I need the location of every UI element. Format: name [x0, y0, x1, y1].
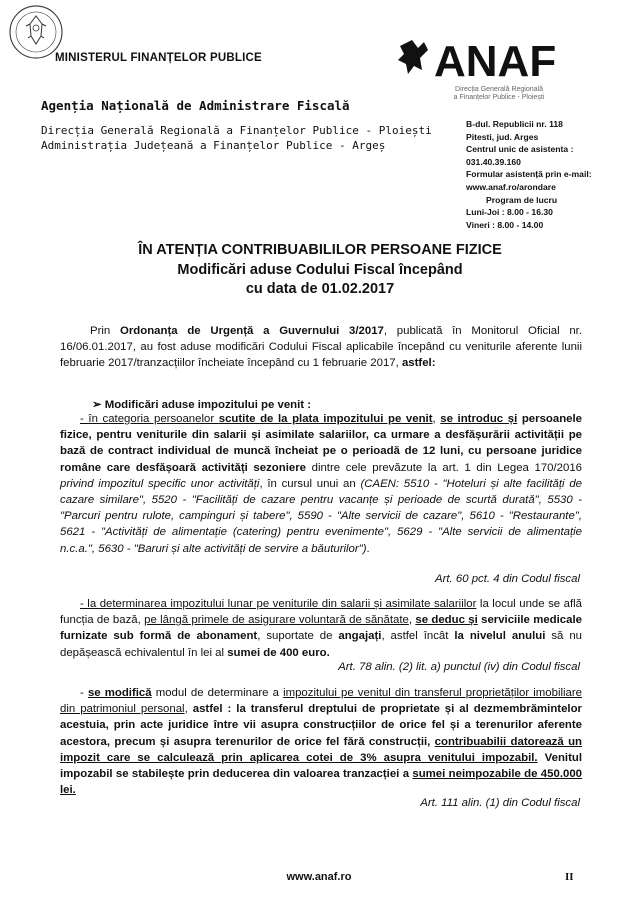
p4-suma: sumei neimpozabile de 450.000 lei. [60, 768, 582, 797]
p3-servicii: serviciile medicale furnizate sub formă de abonament [60, 614, 582, 643]
article-reference-3: Art. 111 alin. (1) din Codul fiscal [420, 797, 580, 809]
p4-comma: , [184, 703, 193, 716]
section-heading: ➢ Modificări aduse impozitului pe venit : [92, 399, 312, 411]
p1-ordinance: Ordonanța de Urgență a Guvernului 3/2017 [120, 325, 384, 337]
p4-venit-impozabil: Venitul impozabil se stabilește prin deducerea din valoarea tranzacției a [60, 751, 582, 781]
p1-astfel: astfel: [401, 357, 436, 370]
anaf-logo [396, 36, 586, 82]
contact-form-label: Formular asistență prin e-mail: [466, 169, 592, 180]
contact-schedule-fri: Vineri : 8.00 - 14.00 [466, 219, 544, 230]
p3-se-deduc: se deduc și [415, 614, 478, 627]
p4-contribuabili: contribuabilii datorează un impozit care se calculează prin aplicarea cotei de 3% asupra venitului impozabil. [60, 735, 582, 764]
p4-dash: - [80, 687, 88, 699]
p3-astfel: , astfel încât [381, 630, 455, 643]
title-line-1: ÎN ATENȚIA CONTRIBUABILILOR PERSOANE FIZICE [138, 242, 502, 258]
contact-center-label: Centrul unic de asistenta : [466, 144, 574, 155]
contact-form-url[interactable]: www.anaf.ro/arondare [466, 181, 556, 192]
p3-suportate: , suportate de [257, 630, 339, 643]
p3-nivel: la nivelul anului [454, 630, 546, 643]
article-reference-1: Art. 60 pct. 4 din Codul fiscal [435, 573, 580, 585]
direction-block [41, 123, 441, 153]
contact-schedule-label: Program de lucru [486, 194, 558, 205]
p3-prime: pe lângă primele de asigurare voluntară de sănătate [144, 614, 409, 627]
contact-block [466, 118, 616, 231]
p2-an: , în cursul unui an [259, 477, 361, 490]
p2-end: . [366, 542, 370, 555]
p3-suma: sumei de 400 euro. [227, 646, 330, 659]
p3-comma: , [408, 614, 416, 627]
anaf-sub-line-2: a Finanțelor Publice - Ploiești [453, 94, 545, 101]
footer-url[interactable]: www.anaf.ro [286, 871, 352, 883]
p4-se-modifica: se modifică [87, 687, 152, 699]
p3-angajati: angajați [338, 630, 382, 643]
contact-schedule-mon-thu: Luni-Joi : 8.00 - 16.30 [466, 207, 553, 218]
p4-text: modul de determinare a [151, 687, 284, 699]
p2-se-introduc: se introduc și [440, 413, 518, 425]
p3-text: - la determinarea impozitului lunar pe veniturile din salarii și asimilate salariilor [80, 598, 477, 610]
p2-lege: dintre cele prevăzute la art. 1 din Legea 170/2016 [305, 461, 583, 474]
direction-line-1: Direcția Generală Regională a Finanțelor Publice - Ploiești [41, 124, 432, 137]
page-number: II [565, 871, 574, 883]
p3-text-2: la locul unde se află funcția de bază, [60, 598, 582, 627]
p2-comma: , [432, 413, 441, 425]
p1-text: Prin [90, 325, 120, 337]
anaf-logo-text: ANAF [434, 37, 557, 82]
article-reference-2: Art. 78 alin. (2) lit. a) punctul (iv) din Codul fiscal [338, 661, 580, 673]
ministry-name: MINISTERUL FINANȚELOR PUBLICE [55, 52, 262, 64]
anaf-sub-line-1: Direcția Generală Regională [455, 86, 543, 93]
p4-astfel: astfel : la transferul dreptului de proprietate și al dezmembrămintelor acestuia, prin acte juridice între vii asupra construcțiilor de orice fel și a terenurilor aferente acestora, precum și asupra terenurilor de orice fel fără construcții, [60, 703, 582, 748]
exemption-paragraph [60, 411, 582, 557]
title-line-3: cu data de 01.02.2017 [245, 281, 395, 297]
p4-impozit: impozitului pe venitul din transferul proprietăților imobiliare din patrimoniul personal [60, 687, 582, 716]
p2-persoane: persoanele fizice, pentru veniturile din salarii și asimilate salariilor, ca urmare a desfășurării activității pe bază de contract individual de muncă încheiat pe o perioadă de 12 luni, cu persoane juridice române care desfășoară activități sezoniere [60, 413, 582, 474]
p2-lege-title: privind impozitul specific unor activități [60, 477, 260, 490]
contact-city: Pitesti, jud. Arges [466, 131, 539, 142]
contact-phone: 031.40.39.160 [466, 156, 521, 167]
document-title [60, 241, 580, 300]
property-transfer-paragraph [60, 685, 582, 798]
intro-paragraph [60, 323, 582, 372]
p2-scutite: scutite de la plata impozitului pe venit [218, 413, 433, 425]
direction-line-2: Administrația Județeană a Finanțelor Publice - Argeș [41, 139, 386, 152]
deduction-paragraph [60, 596, 582, 661]
contact-address: B-dul. Republicii nr. 118 [466, 119, 563, 129]
anaf-logo-subtitle [434, 86, 564, 102]
p2-text: - în categoria persoanelor [80, 413, 219, 425]
agency-name: Agenția Națională de Administrare Fiscală [41, 98, 350, 113]
p3-echivalent: să nu depășească echivalentul în lei al [60, 630, 582, 659]
p1-text-2: , publicată în Monitorul Oficial nr. 16/06.01.2017, au fost aduse modificări Codului Fiscal aplicabile începând cu veniturile aferente lunii februarie 2017/tranzacțiilor încheiate începând cu 1 februarie 2017, [60, 325, 583, 370]
title-line-2: Modificări aduse Codului Fiscal începând [177, 261, 463, 278]
p2-caen: (CAEN: 5510 - "Hoteluri și alte facilități de cazare similare", 5520 - "Facilități de cazare pentru vacanțe și perioade de scurtă durată", 5530 - "Parcuri pentru rulote, campinguri și tabere", 5590 - "Alte servicii de cazare", 5610 - "Restaurante", 5621 - "Activități de alimentație (catering) pentru evenimente", 5629 - "Alte servicii de alimentație n.c.a.", 5630 - "Baruri și alte activități de servire a băuturilor") [60, 477, 582, 555]
